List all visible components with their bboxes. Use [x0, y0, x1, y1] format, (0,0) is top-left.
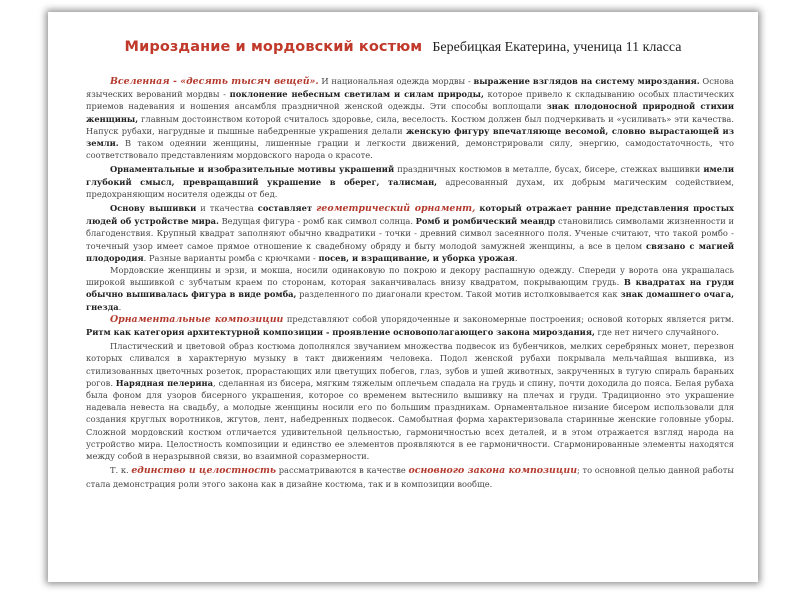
bold-text: Нарядная пелерина: [115, 377, 213, 388]
bold-text: женскую фигуру впечатляюще весомой, словно вырастающей из земли.: [86, 125, 734, 149]
text-run: которое привело к складыванию особых пластических приемов надевания и ношения ансамбля праздничной женской одежды. Эти способы воплощали: [86, 89, 734, 112]
text-run: Ведущая фигура - ромб как символ солнца.: [218, 216, 416, 227]
text-run: адресованный духам, их добрым магическим содействием, предохраняющим носителя одежды от бед.: [86, 176, 734, 199]
bold-text: имели глубокий смысл, превращавший украшение в оберег, талисман,: [86, 164, 734, 187]
bold-text: Орнаментальные и изобразительные мотивы украшений: [110, 164, 395, 175]
bold-text: Ромб и ромбический меандр: [415, 216, 556, 227]
slide: [48, 12, 758, 582]
paragraph-mordovian-clothing: [86, 264, 734, 313]
title-line: [48, 36, 758, 56]
text-run: ; то основной целью данной работы стала демонстрация роли этого закона как в дизайне костюма, так и в композиции вообще.: [86, 465, 734, 489]
bold-text: посев, и взращивание, и уборка урожая: [318, 252, 515, 263]
bold-text: связано с магией плодородия: [86, 240, 735, 263]
paragraph-embroidery-basis: [86, 202, 734, 264]
paragraph-ornament-motifs: [86, 163, 734, 200]
bold-text: который отражает ранние представления простых людей об устройстве мира.: [86, 203, 734, 227]
emphasis-red-text: Вселенная - «десять тысяч вещей».: [110, 76, 319, 87]
bold-text: Ритм как категория архитектурной композиции - проявление основополагающего закона мироздания,: [86, 327, 595, 338]
bold-text: знак плодоносной природной стихии женщины,: [86, 101, 734, 124]
text-run: рассматриваются в качестве: [276, 465, 409, 476]
bold-text: составляет: [257, 203, 313, 214]
emphasis-red-text: Орнаментальные композиции: [110, 313, 284, 325]
text-run: где нет ничего случайного.: [594, 327, 719, 338]
text-run: Мордовские женщины и эрзи, и мокша, носили одинаковую по покрою и декору распашную одежду. Спереди у ворота она украшалась широкой вышивкой с зубчатым краем по сторонам, которая заканчивалась внизу квадратом, покрывающим грудь.: [86, 265, 734, 288]
bold-text: выражение взглядов на систему мироздания.: [473, 76, 700, 86]
text-run: Т. к.: [110, 465, 132, 476]
text-run: и ткачества: [196, 203, 258, 214]
text-run: .: [514, 252, 518, 263]
paragraph-conclusion: [86, 464, 734, 489]
emphasis-red-text: геометрический орнамент,: [316, 203, 476, 215]
text-run: И национальная одежда мордвы -: [318, 76, 474, 86]
emphasis-red-text: единство и целостность: [131, 465, 277, 477]
author-line: Беребицкая Екатерина, ученица 11 класса: [432, 40, 682, 55]
page-title: Мироздание и мордовский костюм: [124, 39, 423, 55]
text-run: . Разные варианты ромба с крючками -: [143, 252, 319, 263]
text-run: Пластический и цветовой образ костюма дополнялся звучанием множества подвесок из бубенчиков, мелких серебряных монет, перезвон которых сливался в характерную музыку в такт движениям человека. Подол женской рубахи покрывала мельчайшая вышивка, из стилизованных цветочных розеток, прорастающих или цветущих побегов, глаз, зубов и ушей животных, закрученных в тугую спираль бараньих рогов.: [86, 341, 734, 388]
paragraph-costume-image: [86, 340, 734, 462]
text-run: В таком одеянии женщины, лишенные грации и легкости движений, демонстрировали силу, энергию, самодостаточность, что соответствовало представлениям мордовского народа о красоте.: [86, 138, 734, 161]
text-run: главным достоинством которой считалось здоровье, сила, веселость. Костюм должен был подчеркивать и «усиливать» эти качества. Напуск рубахи, нагрудные и пышные набедренные украшения делали: [86, 113, 734, 136]
bold-text: В квадратах на груди обычно вышивалась фигура в виде ромба,: [86, 277, 734, 300]
text-run: праздничных костюмов в металле, бусах, бисере, стежках вышивки: [394, 164, 704, 175]
text-run: представляют собой упорядоченные и закономерные построения; основой которых является ритм.: [283, 313, 735, 324]
text-run: разделенного по диагонали крестом. Такой мотив истолковывается как: [296, 289, 621, 300]
text-run: .: [118, 301, 122, 312]
bold-text: Основу вышивки: [110, 203, 197, 214]
text-run: Основа языческих верований мордвы -: [86, 76, 734, 100]
paragraph-universe: [86, 75, 734, 161]
bold-text: знак домашнего очага, гнезда: [86, 289, 734, 312]
text-run: становились символами жизненности и благоденствия. Крупный квадрат заполняют обычно квадратики - точки - древний символ засеянного поля. Ученые считают, что такой ромбо - точечный узор имеет самое прямое отношение к свадебному обряду и быту молодой замужней женщины, а все в целом: [86, 216, 734, 251]
paragraph-ornamental-compositions: [86, 313, 734, 338]
text-run: , сделанная из бисера, мягким тяжелым оплечьем спадала на грудь и спину, почти доходила до пояса. Белая рубаха была фоном для узоров бисерного украшения, которое со временем вытеснило вышивку на плечах и груди. Традиционно это украшение надевала невеста на свадьбу, а молодые женщины носили его по большим праздникам. Орнаментальное низание бисером использовали для создания круглых воротников, жгутов, лент, набедренных подвесок. Самобытная форма характеризовала старинные женские головные уборы. Сложной мордовский костюм отличается удивительной цельностью, гармоничностью всех деталей, и в этом отражается взгляд народа на устройство мира. Целостность композиции и единство ее элементов проявляются в ее гармоничности. Сгармонированные элементы находятся между собой в неразрывной связи, во взаимной соразмерности.: [86, 377, 735, 462]
document-body: [86, 75, 734, 490]
emphasis-red-text: основного закона композиции: [408, 465, 578, 477]
bold-text: поклонение небесным светилам и силам природы,: [229, 89, 484, 100]
